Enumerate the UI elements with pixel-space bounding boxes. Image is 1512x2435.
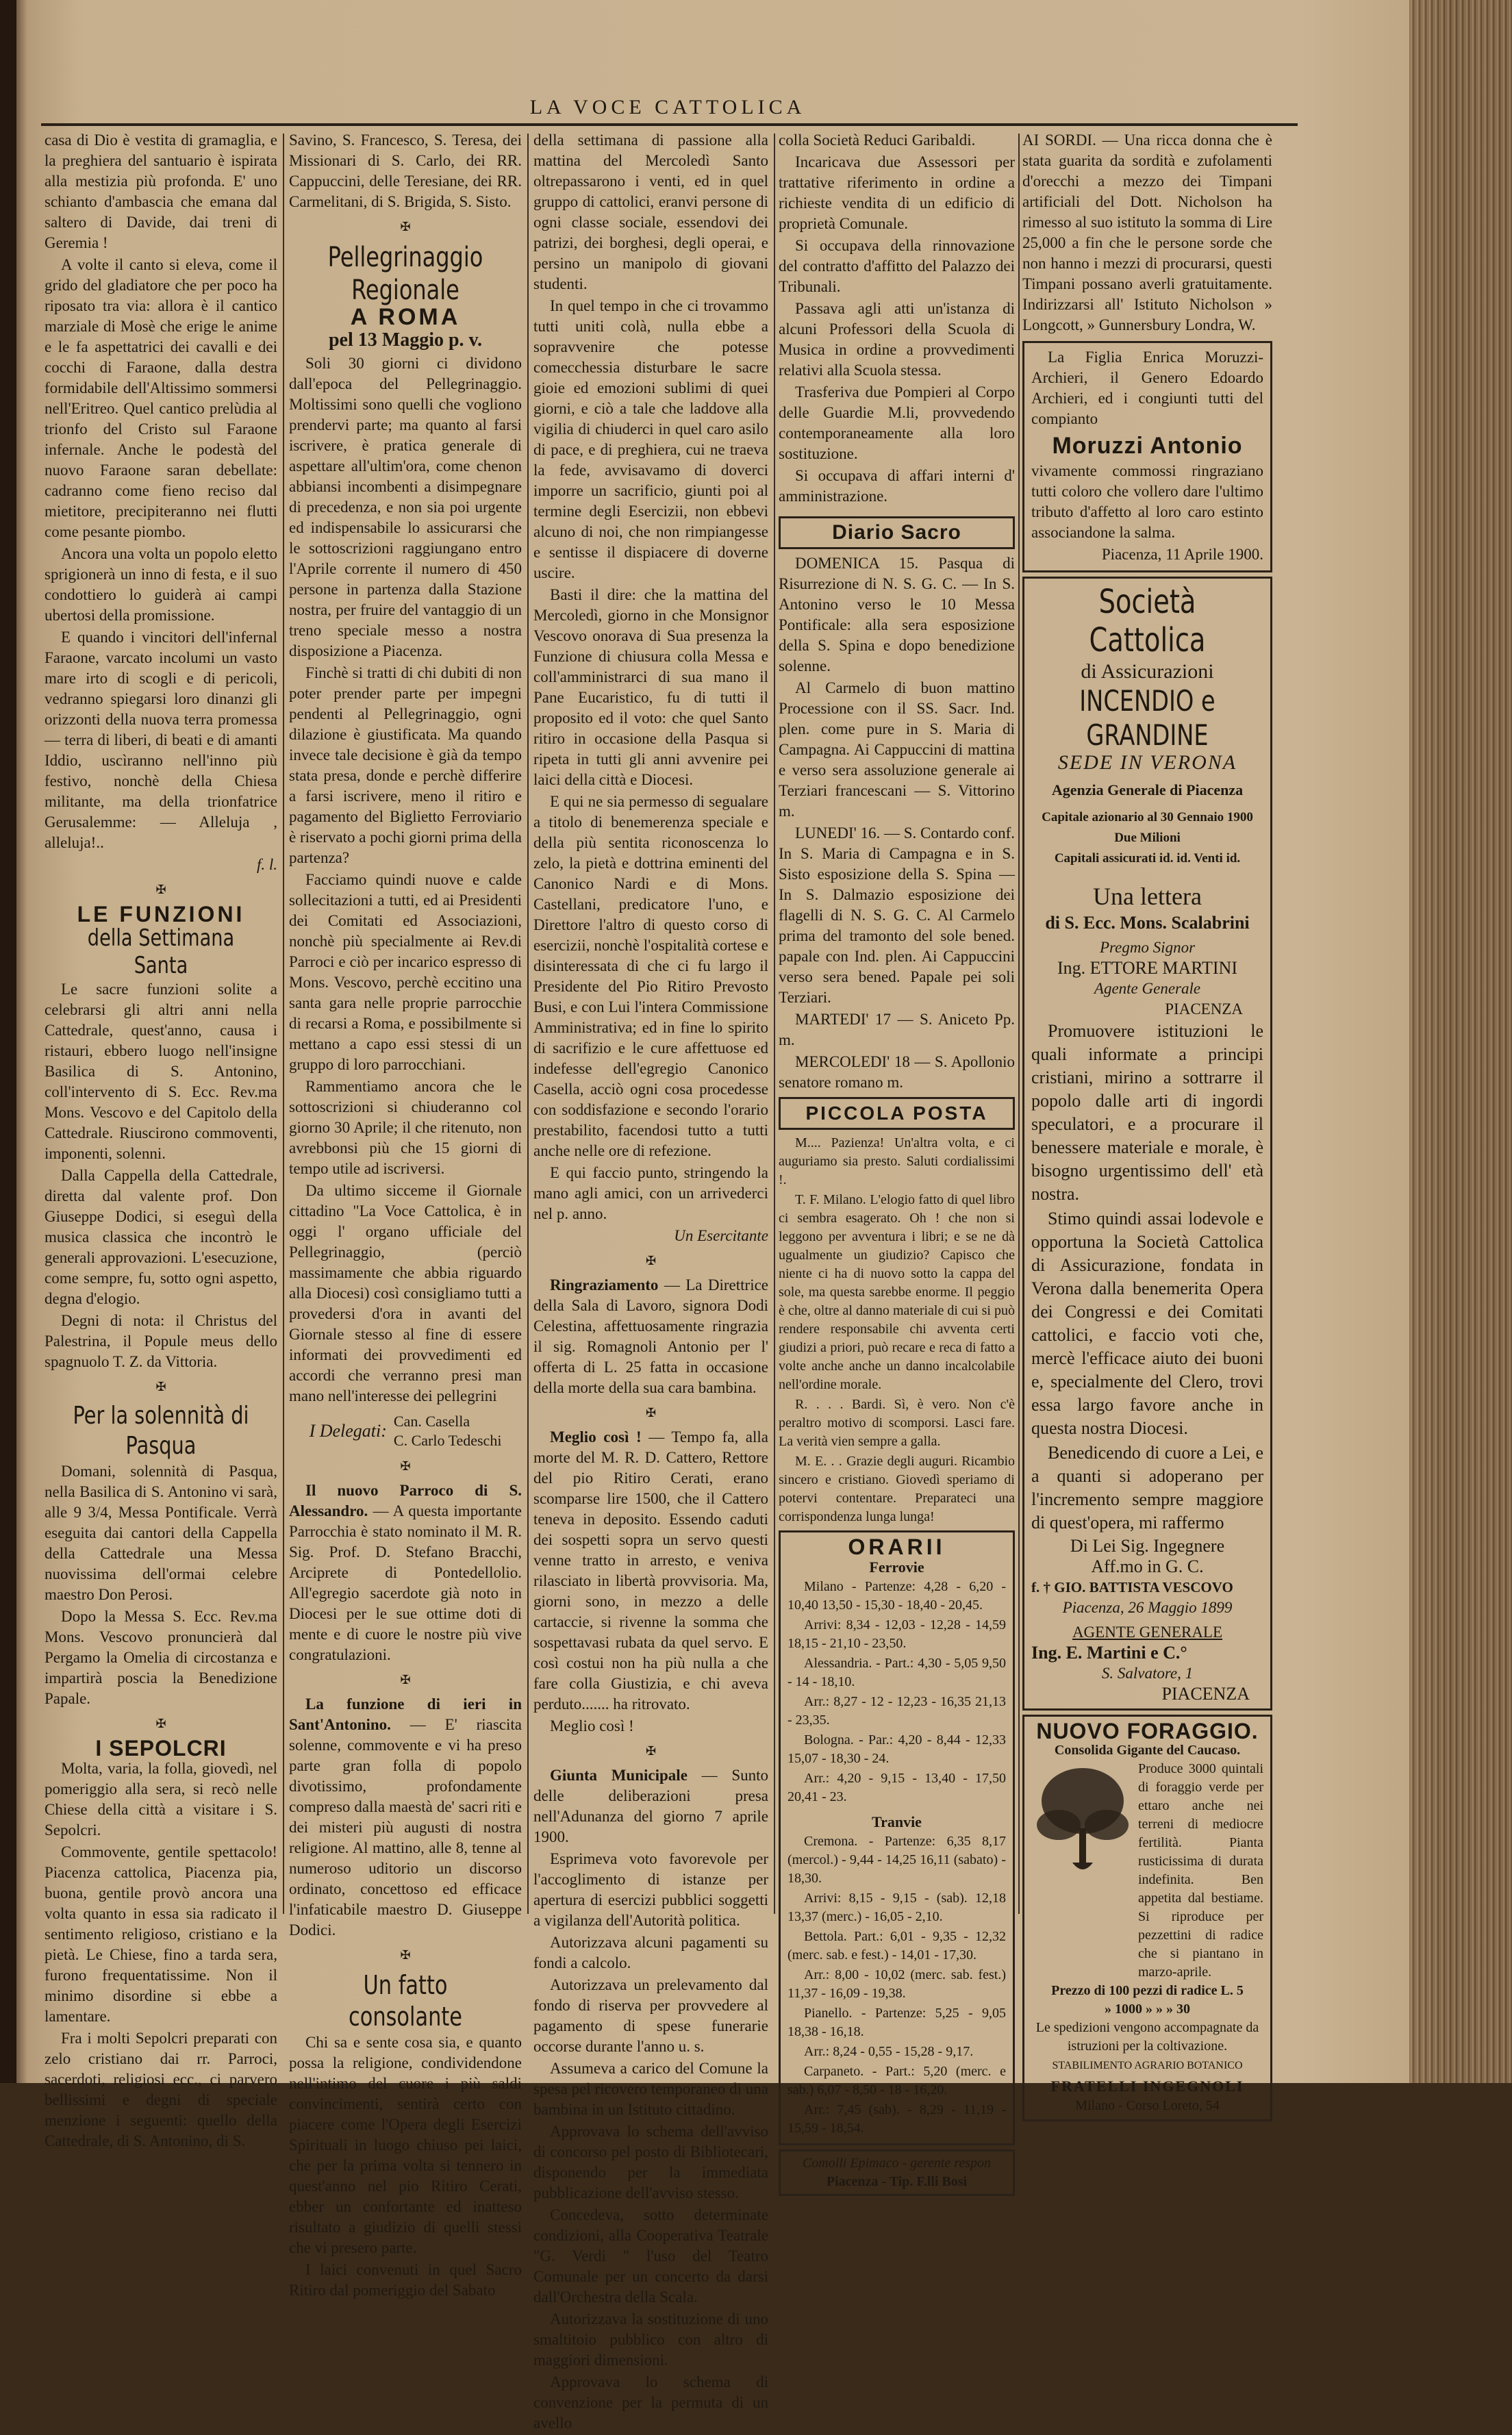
sordi-notice: AI SORDI. — Una ricca donna che è stata guarita da sordità e zufolamenti d'orecchi a mezzo dei Timpani artificiali del Dott. Nicholson ha rimesso al suo istituto la somma di Lire 25,000 a fin che le persone sorde che non hanno i mezzi di procurarsi, questi Timpani possano averli gratuitamente. Indirizzarsi all' Istituto Nicholson » Longcott, » Gunnersbury Londra, W. <box>1022 131 1272 333</box>
timetable-line: Arrivi: 8,34 - 12,03 - 12,28 - 14,59 18,15 - 21,10 - 23,50. <box>788 1617 1006 1651</box>
signature: Un Esercitante <box>674 1227 768 1244</box>
agent-name: Ing. E. Martini e C.° <box>1031 1643 1187 1663</box>
timetable-line: Arrivi: 8,15 - 9,15 - (sab). 12,18 13,37 (merc.) - 16,05 - 2,10. <box>788 1891 1006 1924</box>
fatto-heading: Un fatto consolante <box>349 1970 462 2032</box>
signature: f. l. <box>256 856 277 873</box>
paragraph: Si occupava della rinnovazione del contratto d'affitto del Palazzo dei Tribunali. <box>779 237 1015 295</box>
paragraph: Esprimeva voto favorevole per l'accoglimento di istanze per apertura di esercizi pubblici soggetti a vigilanza dell'Autorità politica. <box>533 1850 768 1929</box>
foraggio-ad <box>1022 1715 1272 2121</box>
paragraph: Stimo quindi assai lodevole e opportuna la Società Cattolica di Assicurazione, fondata in Verona dalla benemerita Opera dei Congressi e dei Comitati cattolici, e faccio voti che, mercè l'efficace aiuto dei buoni e, specialmente del Clero, trovi essa largo favore anche in questa nostra Diocesi. <box>1031 1209 1263 1438</box>
paragraph: R. . . . Bardi. Sì, è vero. Non c'è peraltro motivo di scomporsi. Lasci fare. La verità vien sempre a galla. <box>779 1397 1015 1449</box>
timetable-line: Arr.: 8,24 - 0,55 - 15,28 - 9,17. <box>804 2044 974 2059</box>
timetable-line: Arr.: 8,00 - 10,02 (merc. sab. fest.) 11,37 - 16,09 - 19,38. <box>788 1967 1006 2001</box>
paragraph: colla Società Reduci Garibaldi. <box>779 131 976 149</box>
paragraph: Autorizzava alcuni pagamenti su fondi a calcolo. <box>533 1934 768 1971</box>
paragraph: Dalla Cappella della Cattedrale, diretta dal valente prof. Don Giuseppe Dodici, si eseguì della musica classica che incontrò le generali approvazioni. L'esecuzione, come sempre, fu, sotto ogni aspetto, degna d'elogio. <box>45 1167 277 1307</box>
pellegrinaggio-date: pel 13 Maggio p. v. <box>328 329 482 351</box>
paragraph: E qui ne sia permesso di segualare a titolo di benemerenza speciale e della più sentita riconoscenza lo zelo, la pietà e dottrina eminenti del Canonico Nardi e di Mons. Castellani, predicatore l'uno, e Direttore l'altro di questo corso di esercizii, nonchè l'ospitalità cortese e disinteressata di che ci fu largo il Presidente del Pio Ritiro Prevosto Busi, e con Lui l'intera Commissione Amministrativa; ed in fine lo spirito di sacrifizio e le cure affettuose ed indefesse dell'egregio Canonico Casella, acciò ogni cosa procedesse con soddisfazione e secondo l'orario prestabilito, facendosi tutto a tutti anche nelle ore di refezione. <box>533 793 768 1159</box>
agente-generale: AGENTE GENERALE <box>1072 1624 1223 1641</box>
lettera-subtitle: di S. Ecc. Mons. Scalabrini <box>1045 913 1250 933</box>
timetable-line: Bettola. Part.: 6,01 - 9,35 - 12,32 (merc. sab. e fest.) - 14,01 - 17,30. <box>788 1929 1006 1963</box>
societa-subtitle: di Assicurazioni <box>1081 660 1214 683</box>
paragraph: Dopo la Messa S. Ecc. Rev.ma Mons. Vescovo pronuncierà dal Pergamo la Omelia di circostanza e impartirà poscia la Benedizione Papale. <box>45 1608 277 1707</box>
separator: ✠ <box>400 1673 411 1687</box>
paragraph: I laici convenuti in quel Sacro Ritiro dal pomeriggio del Sabato <box>289 2261 522 2299</box>
paragraph: A volte il canto si eleva, come il grido del gladiatore che per poco ha riposato tra via: allora è il cantico marziale di Mosè che erige le anime e le fa aspettatrici dei cavalli e dei cocchi di Faraone, dalla destra formidabile dell'Altissimo sommersi nell'Eritreo. Quel cantico prelùdia al trionfo del Cristo sul Faraone infernale. Anche le podestà del nuovo Faraone saran debellate: cadranno come fieno reciso dal mietitore, precipiteranno nei flutti come pesante piombo. <box>45 256 277 540</box>
paragraph: Rammentiamo ancora che le sottoscrizioni si chiuderanno col giorno 30 Aprile; il che ritenuto, non avrebbonsi più che 15 giorni di tempo utile ad iscriversi. <box>289 1078 522 1177</box>
foraggio-subtitle: Consolida Gigante del Caucaso. <box>1054 1743 1241 1758</box>
moruzzi-name: Moruzzi Antonio <box>1052 433 1243 459</box>
masthead: LA VOCE CATTOLICA <box>529 96 806 118</box>
column-2 <box>289 130 522 2302</box>
separator: ✠ <box>645 1744 657 1758</box>
societa-ad <box>1022 577 1272 1711</box>
printer-line: Piacenza - Tip. F.lli Bosi <box>826 2174 968 2189</box>
foraggio-address: Milano - Corso Loreto, 54 <box>1075 2098 1220 2113</box>
paragraph: E quando i vincitori dell'infernal Faraone, varcato incolumi un vasto mare irto di scogli e di pericoli, vedranno spiegarsi loro dinanzi gli orizzonti della nuova terra promessa — terra di liberi, di beati e di amanti Iddio, uscìranno nell'inno più festivo, nonchè della Chiesa militante, ma della trionfatrice Gerusalemme: — Alleluja , alleluja!.. <box>45 629 277 851</box>
paragraph: Trasferiva due Pompieri al Corpo delle Guardie M.li, provvedendo contemporaneamente alla loro sostituzione. <box>779 383 1015 462</box>
moruzzi-notice <box>1022 341 1272 572</box>
societa-incendio: INCENDIO e GRANDINE <box>1079 684 1215 752</box>
lettera-title: Una lettera <box>1093 883 1202 910</box>
column-rule <box>1018 134 1020 1914</box>
pasqua-heading: Per la solennità di Pasqua <box>73 1402 249 1460</box>
separator: ✠ <box>155 883 166 896</box>
separator: ✠ <box>400 1459 411 1473</box>
societa-sede: SEDE IN VERONA <box>1057 751 1237 774</box>
column-5 <box>1022 130 1272 2125</box>
timetable-line: Carpaneto. - Part.: 5,20 (merc. e sab.) 6,07 - 8,50 - 18 - 16,20. <box>788 2064 1006 2097</box>
lettera-affmo: Aff.mo in G. C. <box>1091 1556 1204 1576</box>
giunta-heading: Giunta Municipale <box>550 1767 688 1784</box>
timetable-line: Pianello. - Partenze: 5,25 - 9,05 18,38 - 16,18. <box>788 2006 1006 2039</box>
lettera-closing: Di Lei Sig. Ingegnere <box>1070 1536 1225 1556</box>
parroco-text: — A questa importante Parrocchia è stato nominato il M. R. Sig. Prof. D. Stefano Bracchi, Arciprete di Pontedellolio. All'egregio sacerdote già noto in Diocesi per le sue ottime doti di mente e di cuore le nostre più vive congratulazioni. <box>289 1502 522 1663</box>
column-rule <box>283 134 284 1914</box>
timetable-line: Alessandria. - Part.: 4,30 - 5,05 9,50 - 14 - 18,10. <box>788 1656 1006 1689</box>
ringraziamento-heading: Ringraziamento <box>550 1276 659 1294</box>
lettera-date: Piacenza, 26 Maggio 1899 <box>1062 1599 1233 1616</box>
paragraph: Autorizzava un prelevamento dal fondo di riserva per provvedere al pagamento di spese funerarie occorse durante l'anno u. s. <box>533 1976 768 2055</box>
paragraph: Approvava lo schema di convenzione per la permuta di un avello <box>533 2373 768 2432</box>
posta-heading: PICCOLA POSTA <box>779 1097 1015 1130</box>
paragraph: MERCOLEDI' 18 — S. Apollonio senatore romano m. <box>779 1053 1015 1091</box>
foraggio-price: » 1000 » » » 30 <box>1105 2002 1190 2017</box>
diario-heading: Diario Sacro <box>779 516 1015 549</box>
paragraph: casa di Dio è vestita di gramaglia, e la preghiera del santuario è ispirata alla mestizia più profonda. E' uno schianto d'ambascia che emana dal saltero di Davide, dai treni di Geremia ! <box>45 131 277 251</box>
top-rule <box>41 123 1298 126</box>
paragraph: Basti il dire: che la mattina del Mercoledì, giorno in che Monsignor Vescovo onorava di Sua presenza la Funzione di chiusura colla Messa e coll'amministrarci di sua mano il Pane Eucaristico, fu di tutti il proposito ed il voto: che quel Santo ritiro in occasione della Pasqua si ripeta in tutti gli anni avvenire pei laici della città e Diocesi. <box>533 586 768 788</box>
paragraph: T. F. Milano. L'elogio fatto di quel libro ci sembra esagerato. Oh ! che non si leggono per avventura i libri; e se ne dà ugualmente un giudizio? Capisco che niente ci ha di nuovo sotto la cappa del sole, ma questa sarebbe enorme. Il peggio è che, oltre al danno materiale di cui si può rendere responsabile chi avventa certi giudizi a priori, può recare e reca di fatto a volte anche anche un danno incalcolabile nell'ordine morale. <box>779 1192 1015 1392</box>
paragraph: Molta, varia, la folla, giovedì, nel pomeriggio alla sera, si recò nelle Chiese della città a visitare i S. Sepolcri. <box>45 1760 277 1839</box>
timetable-line: Bologna. - Par.: 4,20 - 8,44 - 12,33 15,07 - 18,30 - 24. <box>788 1732 1006 1766</box>
paragraph: DOMENICA 15. Pasqua di Risurrezione di N. S. G. C. — In S. Antonino verso le 10 Messa Pontificale: alla sera esposizione della S. Spina e dopo benedizione solenne. <box>779 555 1015 674</box>
paragraph: Incaricava due Assessori per trattative riferimento in ordine a richieste vendita di un edificio di proprietà Comunale. <box>779 153 1015 232</box>
societa-agenzia: Agenzia Generale di Piacenza <box>1051 781 1244 798</box>
paragraph: Chi sa e sente cosa sia, e quanto possa la religione, condividendone nell'intimo del cuore i più saldi convincimenti, sentirà certo con piacere come l'Opera degli Esercizi Spirituali in luogo chiuso pei laici, che per la prima volta si tennero in quest'anno nel pio Ritiro Cerati, ebber un confortante ed inatteso risultato a giudizio di quelli stessi che vi presero parte. <box>289 2034 522 2256</box>
delegati-block <box>289 1412 522 1450</box>
paragraph: E qui faccio punto, stringendo la mano agli amici, con un arrivederci nel p. anno. <box>533 1164 768 1222</box>
meglio-heading: Meglio così ! <box>550 1428 642 1446</box>
funzione-text: — E' riascita solenne, commovente e vi ha preso parte gran folla di popolo divotissimo, profondamente compreso dalla maestà de' sacri riti e dei misteri più augusti di nostra religione. Al mattino, alle 8, tenne al numeroso uditorio un discorso ordinato, concettoso ed efficace l'infaticabile maestro D. Giuseppe Dodici. <box>289 1716 522 1939</box>
delegati-label: I Delegati: <box>309 1421 387 1441</box>
column-4 <box>779 130 1015 2200</box>
funzioni-heading: LE FUNZIONI <box>77 902 245 926</box>
paragraph: Promuovere istituzioni le quali informate a principi cristiani, mirino a sottrarre il popolo dalle arti di ingordi speculatori, e a procurare il benessere materiale e morale, è bisogno urgentissimo dell' età nostra. <box>1031 1021 1263 1204</box>
meglio-text: — Tempo fa, alla morte del M. R. D. Cattero, Rettore del pio Ritiro Cerati, erano scomparse lire 1500, che il Cattero teneva in deposito. Essendo caduti dei sospetti sopra un servo questi venne tratto in arresto, e veniva rilasciato in libertà provvisoria. Ma, giorni sono, in mezzo a delle cartaccie, si rivenne la somma che sospettavasi rubata da quel servo. E così costui non ha più nulla a che fare colla Giustizia, e chi aveva perduto....... ha ritrovato. <box>533 1428 768 1713</box>
foraggio-stab: STABILIMENTO AGRARIO BOTANICO <box>1052 2060 1243 2071</box>
paragraph: Facciamo quindi nuove e calde sollecitazioni a tutti, ed ai Presidenti dei Comitati ed Associazioni, nonchè più specialmente ai Rev.di Parroci e ciò per incarico espresso di Mons. Vescovo, perchè eccitino una santa gara nelle proprie parrocchie di recarsi a Roma, e possibilmente si mettano a capo essi stessi di un gruppo di loro parrocchiani. <box>289 871 522 1073</box>
ferrovie-heading: Ferrovie <box>869 1559 924 1576</box>
separator: ✠ <box>155 1380 166 1393</box>
paragraph: Meglio così ! <box>550 1717 634 1734</box>
paragraph: M.... Pazienza! Un'altra volta, e ci auguriamo sia presto. Saluti cordialissimi !. <box>779 1135 1015 1187</box>
plant-illustration-icon <box>1031 1760 1134 1876</box>
paragraph: Domani, solennità di Pasqua, nella Basilica di S. Antonino vi sarà, alle 9 3/4, Messa Pontificale. Verrà eseguita dai cantori della Cappella della Cattedrale una Messa nuovissima dell'ormai celebre maestro Don Perosi. <box>45 1463 277 1603</box>
foraggio-text: Produce 3000 quintali di foraggio verde per ettaro anche nei terreni di mediocre fertilità. Pianta rusticissima di durata indefinita. Ben appetita dal bestiame. Si riproduce per pezzettini di radice che si piantano in marzo-aprile. <box>1138 1761 1263 1980</box>
ringraziamento-text: — La Direttrice della Sala di Lavoro, signora Dodi Celestina, affettuosamente ringrazia il sig. Romagnoli Antonio per l' offerta di L. 25 fatta in occasione della morte della sua cara bambina. <box>533 1276 769 1396</box>
binding-edge <box>0 0 16 2083</box>
paragraph: MARTEDI' 17 — S. Aniceto Pp. m. <box>779 1011 1015 1048</box>
gerente-line: Comolli Epimaco - gerente respon <box>802 2156 992 2171</box>
lettera-addressee: Ing. ETTORE MARTINI <box>1057 958 1237 978</box>
agent-address: S. Salvatore, 1 <box>1101 1665 1194 1682</box>
timetable-line: Arr.: 7,45 (sab). - 8,29 - 11,19 - 15,59 - 18,54. <box>788 2102 1006 2136</box>
column-rule <box>527 134 529 1914</box>
column-3 <box>533 130 768 2435</box>
timetable-line: Arr.: 4,20 - 9,15 - 13,40 - 17,50 20,41 - 23. <box>788 1771 1006 1804</box>
page-fore-edge <box>1409 0 1512 2083</box>
moruzzi-date: Piacenza, 11 Aprile 1900. <box>1101 546 1263 563</box>
paragraph: Passava agli atti un'istanza di alcuni Professori della Scuola di Musica in ordine a provvedimenti relativi alla Scuola stessa. <box>779 300 1015 379</box>
foraggio-shipping: Le spedizioni vengono accompagnate da istruzioni per la coltivazione. <box>1035 2020 1259 2054</box>
paragraph: Da ultimo sicceme il Giornale cittadino "La Voce Cattolica, è in oggi l' organo ufficiale del Pellegrinaggio, (perciò massimamente che abbia riguardo alla Diocesi) così consigliamo tutti a provedersi d'ora in avanti del Giornale stesso al fine di essere informati dei provvedimenti ed accordi che verranno presi man mano nell'interesse dei pellegrini <box>289 1182 522 1404</box>
foraggio-company: FRATELLI INGEGNOLI <box>1050 2078 1244 2095</box>
sepolcri-heading: I SEPOLCRI <box>95 1736 227 1761</box>
paragraph: Concedeva, sotto determinate condizioni, alla Cooperativa Teatrale "G. Verdi " l'uso del Teatro Comunale per un concerto da darsi dall'Orchestra della Scala. <box>533 2206 768 2306</box>
funzione-heading: La funzione di ieri in Sant'Antonino. <box>289 1695 522 1733</box>
societa-capitale: Capitale azionario al 30 Gennaio 1900 Due Milioni <box>1042 810 1253 845</box>
paragraph: vivamente commossi ringraziano tutti coloro che vollero dare l'ultimo tributo d'affetto al loro caro estinto associandone la salma. <box>1031 462 1263 541</box>
agent-city: PIACENZA <box>1161 1684 1250 1704</box>
foraggio-price: Prezzo di 100 pezzi di radice L. 5 <box>1051 1983 1244 1998</box>
paragraph: Al Carmelo di buon mattino Processione con il SS. Sacr. Ind. plen. come pure in S. Maria di Campagna. Ai Cappuccini di mattina e verso sera assoluzione generale ai Terziari francescani — S. Vittorino m. <box>779 679 1015 820</box>
paragraph: Soli 30 giorni ci dividono dall'epoca del Pellegrinaggio. Moltissimi sono quelli che vogliono prendervi parte; ma quanto al farsi iscrivere, è pratica generale di aspettare all'ultim'ora, come chenon abbiansi incombenti a disimpegnare di precedenza, e non sia poi urgente ed indispensabile lo assicurarsi che le sottoscrizioni raggiungano entro l'Aprile corrente il numero di 450 persone in partenza dalla Stazione nostra, per fruire del vantaggio di un treno speciale messo a nostra disposizione a Piacenza. <box>289 355 522 659</box>
paragraph: Approvava lo schema dell'avviso di concorso pel posto di Bibliotecari, disponendo per la immediata pubblicazione dell'avviso stesso. <box>533 2123 768 2201</box>
foraggio-title: NUOVO FORAGGIO. <box>1036 1719 1259 1743</box>
paragraph: Autorizzava la sostituzione di uno smaltitoio pubblico con altro di maggiori dimensioni. <box>533 2310 768 2369</box>
lettera-greeting: Pregmo Signor <box>1099 939 1196 956</box>
paragraph: In quel tempo in che ci trovammo tutti uniti colà, nulla ebbe a sopravvenire che potesse comecchessia disturbare le sacre gioie ed emozioni sublimi di quei giorni, e ciò a tale che laddove alla vigilia di chiuderci in quel caro asilo di pace, e di preghiera, cui ne traeva la fede, avvisavamo di doverci imporre un sacrificio, giunti poi al termine degli Esercizii, non ebbevi alcuno di noi, che non rimpiangesse e sentisse il dispiacere di doverne uscire. <box>533 297 768 581</box>
lettera-role: Agente Generale <box>1094 980 1201 997</box>
pellegrinaggio-heading: Pellegrinaggio Regionale <box>327 242 483 306</box>
paragraph: Benedicendo di cuore a Lei, e a quanti si adoperano per l'incremento sempre maggiore di quest'opera, mi raffermo <box>1031 1443 1263 1532</box>
paragraph: Degni di nota: il Christus del Palestrina, il Popule meus dello spagnuolo T. Z. da Vittoria. <box>45 1312 277 1370</box>
parroco-heading: Il nuovo Parroco di S. Alessandro. <box>289 1482 522 1519</box>
funzioni-subheading: della Settimana Santa <box>87 924 235 979</box>
societa-capitali: Capitali assicurati id. id. Venti id. <box>1054 851 1241 866</box>
column-1 <box>45 130 277 2153</box>
separator: ✠ <box>645 1406 657 1420</box>
delegati-names: Can. Casella C. Carlo Tedeschi <box>393 1413 502 1449</box>
paragraph: Finchè si tratti di chi dubiti di non poter prender parte per impegni pendenti al Pellegrinaggio, ogni dilazione è giustificata. Ma quando invece tale decisione è già da tempo stata presa, donde e perchè differire a farsi iscrivere, meno il ritiro e pagamento del Biglietto Ferroviario è riservato a pochi giorni prima della partenza? <box>289 664 522 866</box>
pellegrinaggio-subheading: A ROMA <box>350 304 461 330</box>
paragraph: Le sacre funzioni solite a celebrarsi gli altri anni nella Cattedrale, quest'anno, causa i ristauri, ebbero luogo nell'insigne Basilica di S. Antonino, coll'intervento di S. Ecc. Rev.ma Mons. Vescovo e del Capitolo della Cattedrale. Riuscirono commoventi, imponenti, solenni. <box>45 981 277 1162</box>
paragraph: La Figlia Enrica Moruzzi-Archieri, il Genero Edoardo Archieri, ed i congiunti tutti del compianto <box>1031 349 1263 427</box>
paragraph: LUNEDI' 16. — S. Contardo conf. In S. Maria di Campagna e in S. Sisto esposizione della S. Spina — In S. Dalmazio esposizione dei flagelli di N. S. G. C. Al Carmelo prima del tramonto del sole bened. papale con Ind. plen. Ai Cappuccini verso sera bened. Papale pei soli Terziari. <box>779 824 1015 1006</box>
paragraph: M. E. . . Grazie degli auguri. Ricambio sincero e cristiano. Giovedì speriamo di potervi contentare. Preparateci una corrispondenza lunga lunga! <box>779 1454 1015 1524</box>
paragraph: Ancora una volta un popolo eletto sprigionerà un inno di festa, e il suo condottiero lo guiderà ai campi ubertosi della promissione. <box>45 545 277 624</box>
lettera-city: PIACENZA <box>1165 1000 1243 1018</box>
paragraph: Fra i molti Sepolcri preparati con zelo cristiano dai rr. Parroci, sacerdoti, religiosi ecc., ci parvero bellissimi e degni di speciale menzione i seguenti: quello della Cattedrale, di S. Antonino, di S. <box>45 2030 277 2149</box>
lettera-firma: f. † GIO. BATTISTA VESCOVO <box>1031 1579 1233 1595</box>
paragraph: Savino, S. Francesco, S. Teresa, dei Missionari di S. Carlo, dei RR. Cappuccini, delle Teresiane, dei RR. Carmelitani, di S. Brigida, S. Sisto. <box>289 131 522 210</box>
societa-title: Società Cattolica <box>1089 583 1206 659</box>
giunta-text: — Sunto delle deliberazioni presa nell'Adunanza del giorno 7 aprile 1900. <box>533 1767 768 1845</box>
timetable-line: Cremona. - Partenze: 6,35 8,17 (mercol.) - 9,44 - 14,25 16,11 (sabato) - 18,30. <box>788 1834 1006 1886</box>
paragraph: Si occupava di affari interni d' amministrazione. <box>779 467 1015 505</box>
timetable-line: Arr.: 8,27 - 12 - 12,23 - 16,35 21,13 - 23,35. <box>788 1694 1006 1728</box>
separator: ✠ <box>400 1948 411 1962</box>
timetable-line: Milano - Partenze: 4,28 - 6,20 - 10,40 13,50 - 15,30 - 18,40 - 20,45. <box>788 1579 1006 1613</box>
separator: ✠ <box>645 1254 657 1267</box>
tranvie-heading: Tranvie <box>872 1813 922 1830</box>
orari-heading: ORARII <box>848 1535 946 1559</box>
paragraph: Assumeva a carico del Comune la spesa pel ricovero temporaneo di una bambina in un Istituto cittadino. <box>533 2060 768 2118</box>
paragraph: Commovente, gentile spettacolo! Piacenza cattolica, Piacenza pia, buona, gentile provò ancora una volta quanto in essa sia radicato il sentimento religioso, cristiano e la pietà. Le Chiese, fino a tarda sera, furono frequentatissime. Non il minimo disordine si ebbe a lamentare. <box>45 1843 277 2025</box>
paragraph: della settimana di passione alla mattina del Mercoledì Santo oltrepassarono i venti, ed in quel gruppo di cattolici, eranvi persone di ogni classe sociale, essendovi dei patrizi, dei borghesi, degli operai, e persino un manipolo di giovani studenti. <box>533 131 768 292</box>
column-rule <box>774 134 775 1914</box>
separator: ✠ <box>155 1717 166 1730</box>
separator: ✠ <box>400 220 411 234</box>
